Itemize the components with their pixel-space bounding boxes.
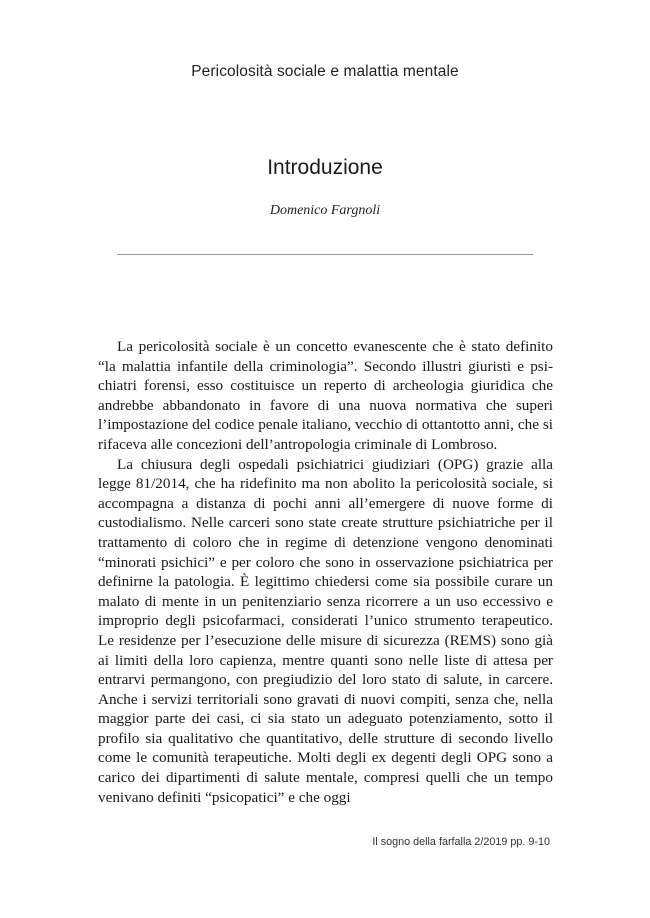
article-title: Introduzione	[267, 156, 383, 179]
article-author: Domenico Fargnoli	[269, 203, 381, 218]
running-head: Pericolosità sociale e malattia mentale	[191, 63, 459, 80]
body-paragraph: La chiusura degli ospedali psichiatrici giudiziari (OPG) grazie alla legge 81/2014, che ha ridefinito ma non abolito la pericolosità sociale, si accompagna a distanza di pochi anni all’emergere di nuove forme di custodialismo. Nelle carceri sono state create strutture psichiatriche per il trattamento di coloro che in regime di detenzione vengono denominati “minorati psichici” e per coloro che sono in osservazione psichiatrica per definirne la patologia. È legittimo chiedersi come sia possibile curare un malato di mente in un penitenziario senza ricorrere a un uso eccessivo e improprio degli psicofarmaci, considerati l’unico strumento terapeutico. Le residenze per l’esecuzione delle misure di sicurezza (REMS) sono già ai limiti della loro capienza, mentre quanti sono nelle liste di attesa per entrarvi permangono, con pregiudizio del loro stato di salute, in carcere. Anche i servizi territoriali sono gravati di nuovi compiti, senza che, nella maggior parte dei casi, ci sia stato un adeguato potenziamento, sotto il profilo sia qualitativo che quantitativo, delle strutture di secondo livello come le comunità terapeutiche. Molti degli ex degenti degli OPG sono a carico dei dipartimenti di salute mentale, compresi quelli che un tempo venivano definiti “psicopatici” e che oggi	[98, 455, 553, 806]
article-body	[98, 337, 553, 807]
body-paragraph: La pericolosità sociale è un concetto evanescente che è stato definito “la malattia infantile della criminologia”. Secondo illustri giuristi e psichiatri forensi, esso costituisce un reperto di archeologia giuridica che andrebbe abbandonato in favore di una nuova normativa che superi l’impostazione del codice penale italiano, vecchio di ottantotto anni, che si rifaceva alle concezioni dell’antropologia criminale di Lombroso.	[98, 338, 553, 453]
page-footer-citation: Il sogno della farfalla 2/2019 pp. 9-10	[372, 836, 550, 848]
title-divider	[117, 254, 533, 255]
